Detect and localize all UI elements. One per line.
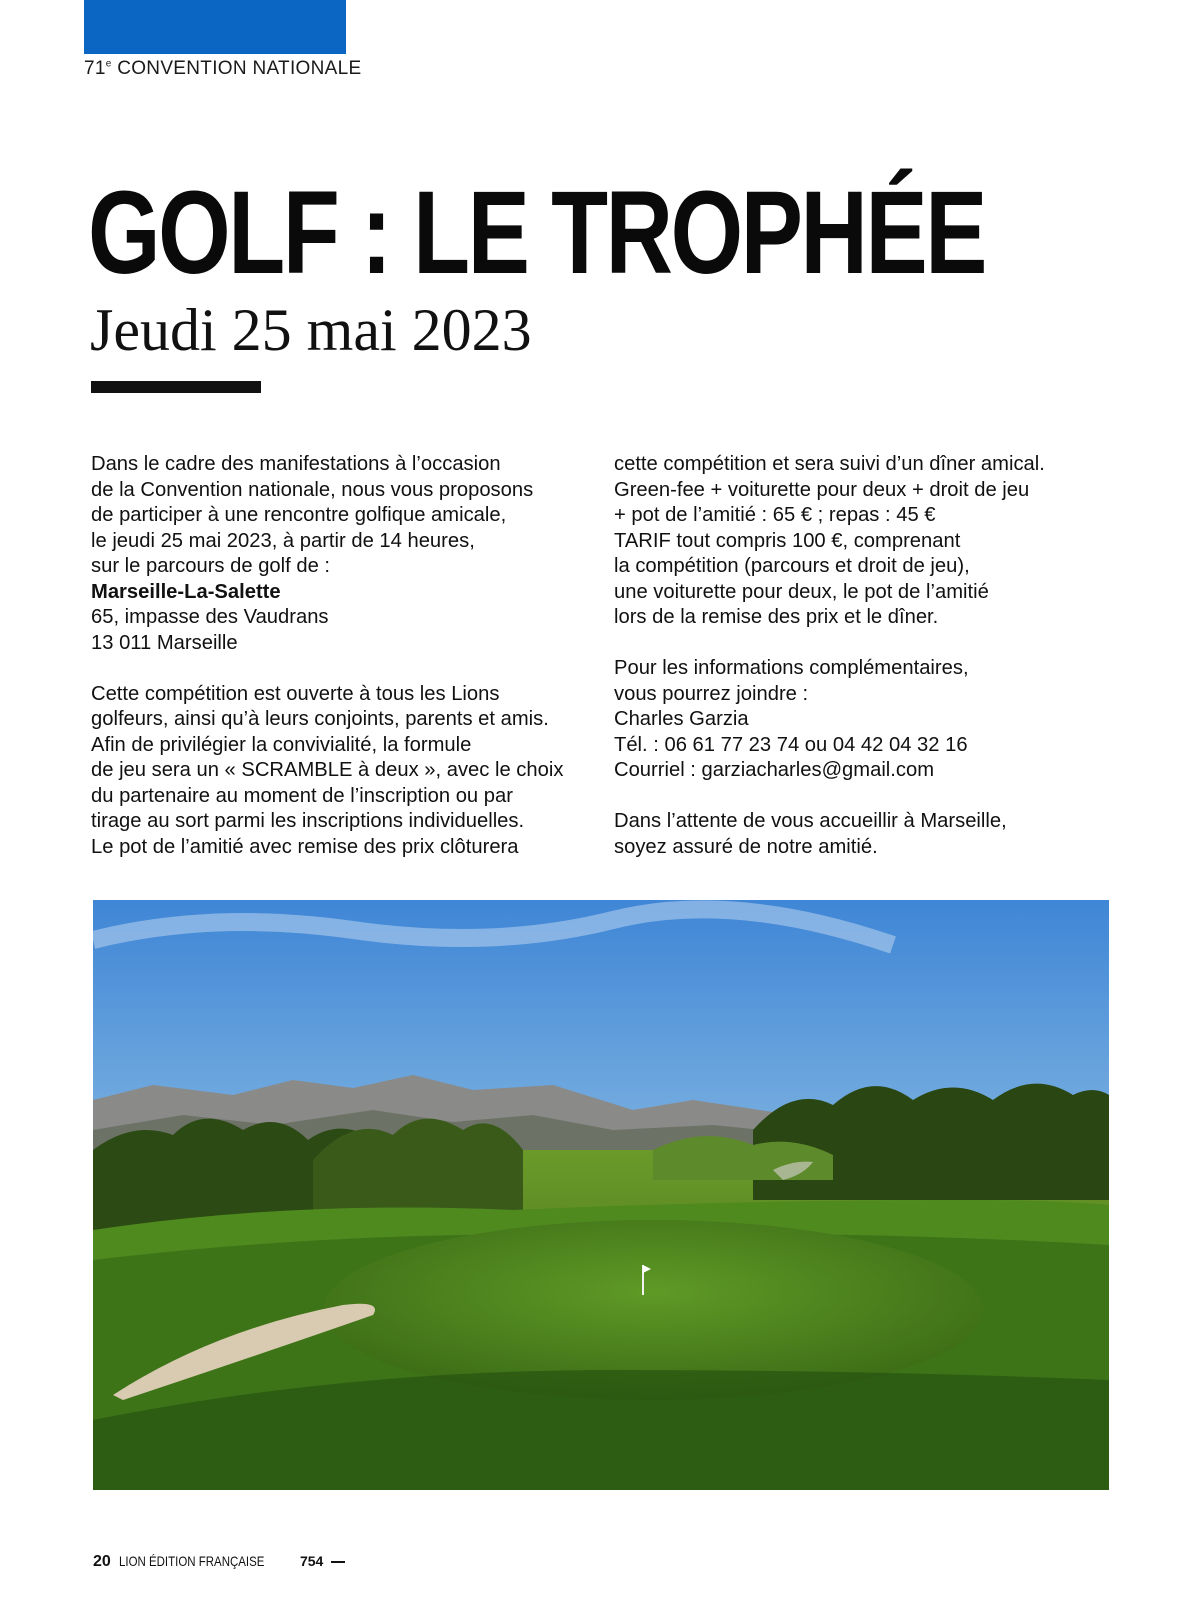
text-line: Afin de privilégier la convivialité, la formule xyxy=(91,733,472,756)
text-line: golfeurs, ainsi qu’à leurs conjoints, parents et amis. xyxy=(91,708,549,730)
section-label xyxy=(84,58,361,80)
text-line: une voiturette pour deux, le pot de l’amitié xyxy=(614,580,989,603)
article-title: GOLF : LE TROPHÉE xyxy=(88,167,986,299)
issue-number: 754 xyxy=(299,1553,324,1569)
text-line: tirage au sort parmi les inscriptions individuelles. xyxy=(91,810,525,832)
page-number: 20 xyxy=(93,1553,111,1570)
text-line: lors de la remise des prix et le dîner. xyxy=(614,606,939,628)
text-line: Le pot de l’amitié avec remise des prix clôturera xyxy=(91,835,519,858)
text-line: + pot de l’amitié : 65 € ; repas : 45 € xyxy=(614,504,936,526)
closing-paragraph xyxy=(614,809,1084,860)
section-number-suffix: e xyxy=(105,58,112,70)
venue-address-line2: 13 011 Marseille xyxy=(91,631,238,654)
golf-course-photo xyxy=(93,900,1109,1490)
header-accent-bar xyxy=(84,0,346,54)
text-line: du partenaire au moment de l’inscription ou par xyxy=(91,784,513,807)
text-line: de jeu sera un « SCRAMBLE à deux », avec le choix xyxy=(91,759,564,781)
text-column-left xyxy=(91,452,581,886)
text-line: vous pourrez joindre : xyxy=(614,682,809,705)
text-line: cette compétition et sera suivi d’un dîner amical. xyxy=(614,453,1045,475)
contact-paragraph xyxy=(614,656,1084,784)
text-line: soyez assuré de notre amitié. xyxy=(614,835,878,858)
text-line: la compétition (parcours et droit de jeu), xyxy=(614,555,970,577)
contact-phone: Tél. : 06 61 77 23 74 ou 04 42 04 32 16 xyxy=(614,733,968,756)
text-line: de participer à une rencontre golfique amicale, xyxy=(91,504,507,526)
section-number: 71 xyxy=(84,58,106,79)
section-title: CONVENTION NATIONALE xyxy=(117,58,362,79)
text-line: Dans le cadre des manifestations à l’occasion xyxy=(91,453,501,475)
text-line: sur le parcours de golf de : xyxy=(91,555,331,577)
venue-name: Marseille-La-Salette xyxy=(91,580,281,603)
footer-dash xyxy=(331,1561,345,1563)
format-paragraph xyxy=(91,682,581,861)
title-rule xyxy=(91,381,261,393)
text-line: de la Convention nationale, nous vous proposons xyxy=(91,478,534,501)
page-footer xyxy=(93,1553,345,1571)
text-line: Pour les informations complémentaires, xyxy=(614,657,969,679)
text-line: le jeudi 25 mai 2023, à partir de 14 heures, xyxy=(91,529,475,552)
venue-address-line1: 65, impasse des Vaudrans xyxy=(91,606,329,628)
contact-name: Charles Garzia xyxy=(614,708,749,730)
publication-name: LION ÉDITION FRANÇAISE xyxy=(118,1553,265,1569)
pricing-paragraph xyxy=(614,452,1084,631)
intro-paragraph xyxy=(91,452,581,656)
article-date-subtitle: Jeudi 25 mai 2023 xyxy=(90,297,532,363)
text-line: Green-fee + voiturette pour deux + droit de jeu xyxy=(614,478,1030,501)
text-line: TARIF tout compris 100 €, comprenant xyxy=(614,529,961,552)
text-line: Dans l’attente de vous accueillir à Marseille, xyxy=(614,810,1007,832)
text-line: Cette compétition est ouverte à tous les Lions xyxy=(91,682,500,705)
contact-email: Courriel : garziacharles@gmail.com xyxy=(614,759,935,781)
text-column-right xyxy=(614,452,1084,886)
